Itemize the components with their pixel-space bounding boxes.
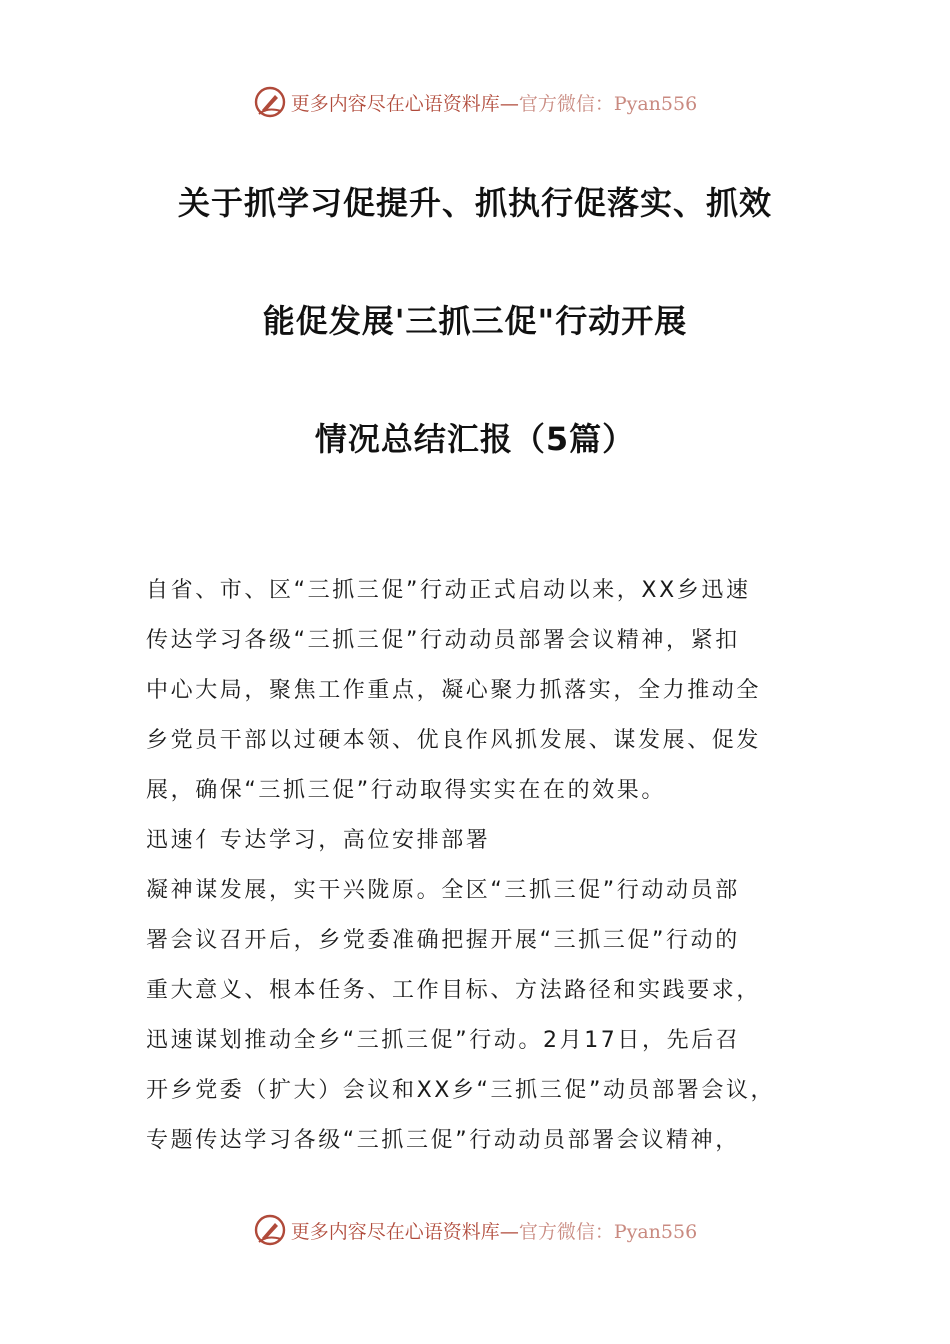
section-heading-text: 迅速亻专达学习，高位安排部署	[146, 828, 491, 853]
paragraph-line: 迅速谋划推动全乡“三抓三促”行动。2月17日，先后召	[146, 1028, 741, 1053]
watermark-banner-top	[0, 82, 950, 122]
pen-logo-icon	[253, 1213, 287, 1247]
paragraph-line: 乡党员干部以过硬本领、优良作风抓发展、谋发展、促发	[146, 728, 762, 753]
body-paragraph-1	[146, 566, 816, 816]
paragraph-line: 展，确保“三抓三促”行动取得实实在在的效果。	[146, 778, 666, 803]
pen-logo-icon	[253, 85, 287, 119]
section-heading-1	[146, 816, 816, 866]
document-title-line-2: 能促发展'三抓三促"行动开展	[262, 302, 688, 340]
paragraph-line: 重大意义、根本任务、工作目标、方法路径和实践要求，	[146, 978, 762, 1003]
paragraph-line: 署会议召开后，乡党委准确把握开展“三抓三促”行动的	[146, 928, 740, 953]
document-title-line-1: 关于抓学习促提升、抓执行促落实、抓效	[177, 184, 772, 222]
body-paragraph-2	[146, 866, 816, 1166]
watermark-text: 更多内容尽在心语资料库—官方微信：Pyan556	[290, 1220, 698, 1243]
watermark-banner-bottom	[0, 1210, 950, 1250]
paragraph-line: 传达学习各级“三抓三促”行动动员部署会议精神，紧扣	[146, 628, 740, 653]
paragraph-line: 专题传达学习各级“三抓三促”行动动员部署会议精神，	[146, 1128, 740, 1153]
paragraph-line: 中心大局，聚焦工作重点，凝心聚力抓落实，全力推动全	[146, 678, 762, 703]
paragraph-line: 自省、市、区“三抓三促”行动正式启动以来，XX乡迅速	[146, 578, 751, 603]
paragraph-line: 凝神谋发展，实干兴陇原。全区“三抓三促”行动动员部	[146, 878, 740, 903]
document-title-line-3: 情况总结汇报（5篇）	[314, 420, 636, 458]
paragraph-line: 开乡党委（扩大）会议和XX乡“三抓三促”动员部署会议，	[146, 1078, 776, 1103]
watermark-text: 更多内容尽在心语资料库—官方微信：Pyan556	[290, 92, 698, 115]
